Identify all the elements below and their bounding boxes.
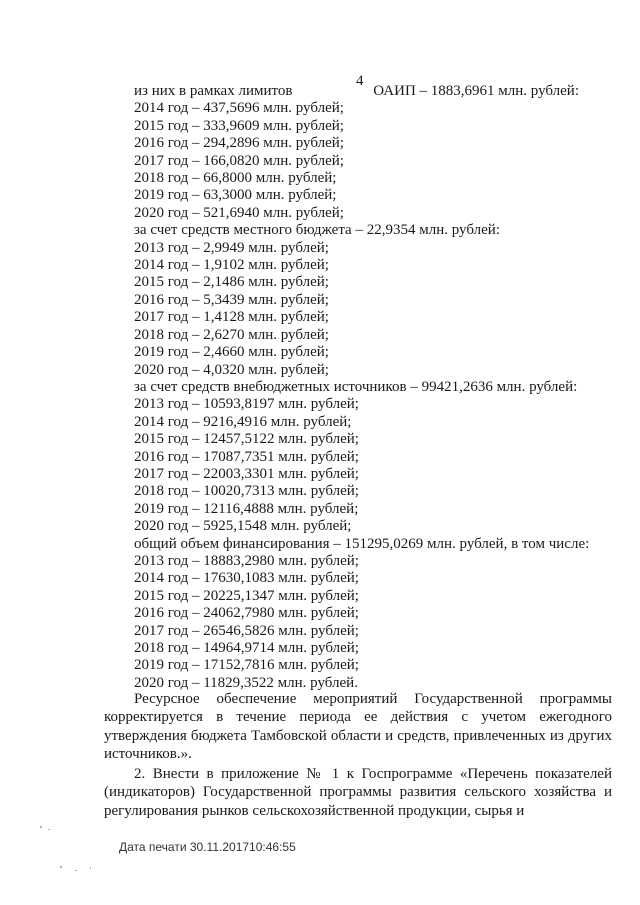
- scan-speck: [60, 866, 62, 868]
- oaip-year-line: 2018 год – 66,8000 млн. рублей;: [134, 170, 337, 187]
- oaip-year-line: 2020 год – 521,6940 млн. рублей;: [134, 204, 344, 221]
- item-2-paragraph: 2. Внести в приложение № 1 к Госпрограмме «Перечень показателей (индикаторов) Государственной программы развития сельского хозяйства и регулирования рынков сельскохозяйственной продукции, сырья и: [104, 766, 612, 819]
- total-financing-year-line: 2017 год – 26546,5826 млн. рублей;: [134, 622, 359, 639]
- local-budget-year-line: 2019 год – 2,4660 млн. рублей;: [134, 344, 329, 361]
- oaip-limit-line: [134, 83, 579, 100]
- local-budget-heading: за счет средств местного бюджета – 22,9354 млн. рублей:: [134, 222, 500, 239]
- scan-speck: [75, 870, 77, 871]
- scan-speck: [40, 826, 42, 828]
- total-financing-year-line: 2016 год – 24062,7980 млн. рублей;: [134, 605, 359, 622]
- extrabudget-heading: за счет средств внебюджетных источников – 99421,2636 млн. рублей:: [134, 378, 578, 395]
- scan-speck: [48, 829, 50, 830]
- total-financing-year-line: 2014 год – 17630,1083 млн. рублей;: [134, 570, 359, 587]
- total-financing-year-line: 2018 год – 14964,9714 млн. рублей;: [134, 640, 359, 656]
- oaip-year-line: 2014 год – 437,5696 млн. рублей;: [134, 100, 344, 117]
- oaip-year-line: 2019 год – 63,3000 млн. рублей;: [134, 187, 337, 204]
- local-budget-year-line: 2016 год – 5,3439 млн. рублей;: [134, 291, 329, 308]
- local-budget-year-line: 2020 год – 4,0320 млн. рублей;: [134, 361, 329, 378]
- oaip-year-line: 2017 год – 166,0820 млн. рублей;: [134, 152, 344, 169]
- document-body: [134, 83, 612, 692]
- total-financing-year-line: 2020 год – 11829,3522 млн. рублей.: [134, 674, 358, 691]
- oaip-limit-line-right: ОАИП – 1883,6961 млн. рублей:: [373, 83, 579, 99]
- scan-speck: [90, 867, 91, 869]
- extrabudget-year-line: 2014 год – 9216,4916 млн. рублей;: [134, 413, 352, 430]
- print-date-footer: Дата печати 30.11.201710:46:55: [119, 840, 296, 854]
- total-financing-year-line: 2015 год – 20225,1347 млн. рублей;: [134, 587, 359, 604]
- extrabudget-year-line: 2020 год – 5925,1548 млн. рублей;: [134, 518, 352, 535]
- oaip-year-line: 2016 год – 294,2896 млн. рублей;: [134, 135, 344, 152]
- local-budget-year-line: 2017 год – 1,4128 млн. рублей;: [134, 309, 329, 326]
- local-budget-year-line: 2014 год – 1,9102 млн. рублей;: [134, 257, 329, 274]
- total-financing-year-line: 2013 год – 18883,2980 млн. рублей;: [134, 552, 359, 569]
- total-financing-heading: общий объем финансирования – 151295,0269 млн. рублей, в том числе:: [134, 535, 590, 552]
- local-budget-year-line: 2013 год – 2,9949 млн. рублей;: [134, 239, 329, 256]
- page-number: 4: [356, 73, 364, 89]
- local-budget-year-line: 2015 год – 2,1486 млн. рублей;: [134, 274, 329, 291]
- extrabudget-year-line: 2013 год – 10593,8197 млн. рублей;: [134, 396, 359, 413]
- total-financing-year-line: 2019 год – 17152,7816 млн. рублей;: [134, 657, 359, 674]
- extrabudget-year-line: 2017 год – 22003,3301 млн. рублей;: [134, 465, 359, 482]
- extrabudget-year-line: 2018 год – 10020,7313 млн. рублей;: [134, 483, 359, 500]
- oaip-limit-line-left: из них в рамках лимитов: [134, 83, 293, 99]
- extrabudget-year-line: 2019 год – 12116,4888 млн. рублей;: [134, 500, 359, 517]
- extrabudget-year-line: 2015 год – 12457,5122 млн. рублей;: [134, 431, 359, 448]
- local-budget-year-line: 2018 год – 2,6270 млн. рублей;: [134, 326, 329, 343]
- resource-provision-paragraph: Ресурсное обеспечение мероприятий Государственной программы корректируется в течение периода ее действия с учетом ежегодного утверждения бюджета Тамбовской области и средств, привлеченных из других источников.».: [104, 691, 612, 762]
- oaip-year-line: 2015 год – 333,9609 млн. рублей;: [134, 117, 344, 134]
- extrabudget-year-line: 2016 год – 17087,7351 млн. рублей;: [134, 448, 359, 465]
